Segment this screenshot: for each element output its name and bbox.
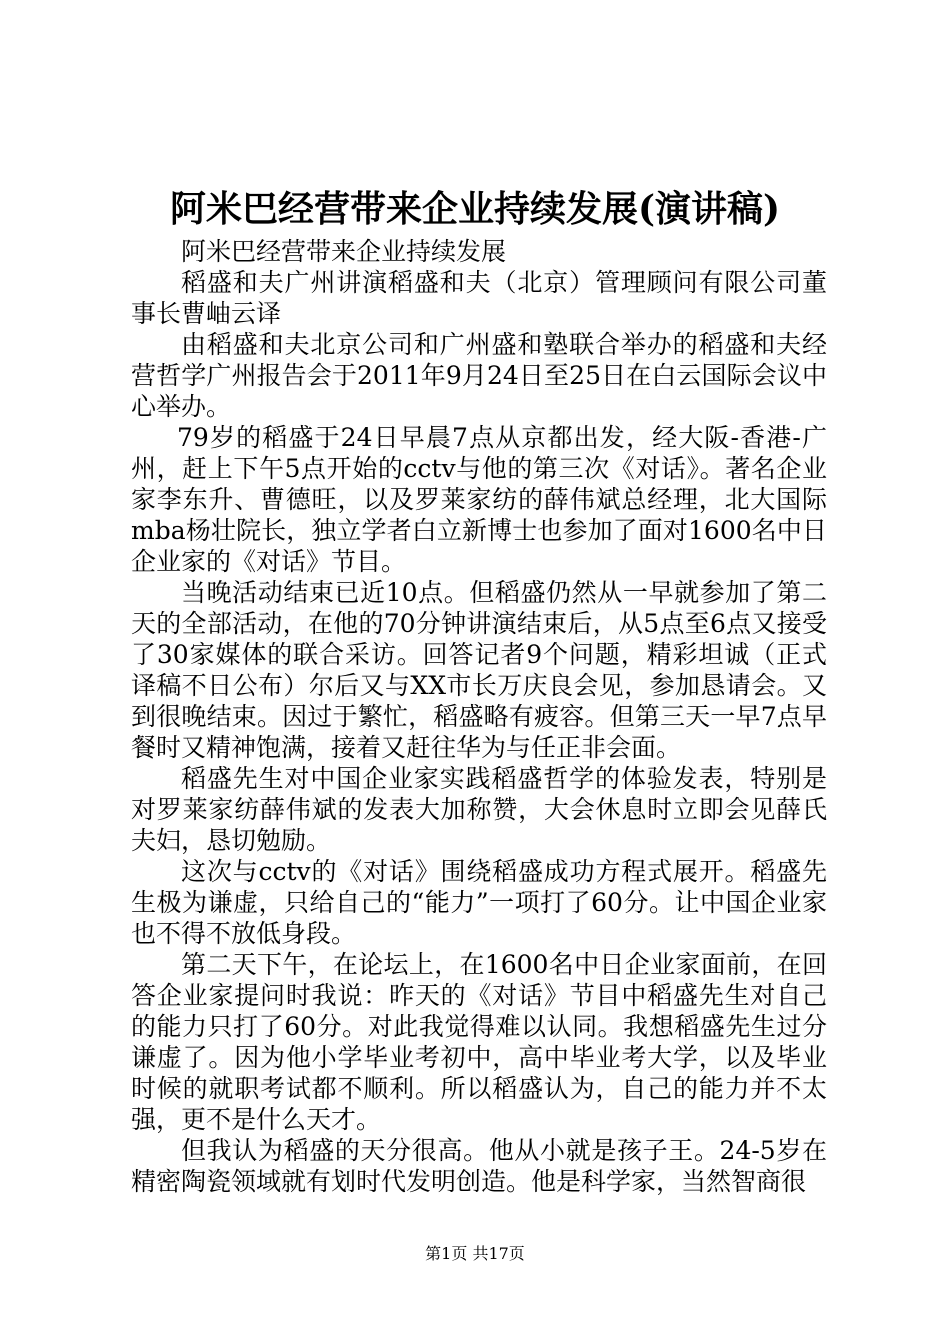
- paragraph-forum: 第二天下午，在论坛上，在1600名中日企业家面前，在回答企业家提问时我说：昨天的《对话》节目中稻盛先生对自己的能力只打了60分。对此我觉得难以认同。我想稻盛先生过分谦虚了。因为他小学毕业考初中，高中毕业考大学，以及毕业时候的就职考试都不顺利。所以稻盛认为，自己的能力并不太强，更不是什么天才。: [131, 950, 827, 1134]
- paragraph-talent: 但我认为稻盛的天分很高。他从小就是孩子王。24-5岁在精密陶瓷领域就有划时代发明创造。他是科学家，当然智商很: [131, 1136, 827, 1196]
- paragraph-event-intro: 由稻盛和夫北京公司和广州盛和塾联合举办的稻盛和夫经营哲学广州报告会于2011年9月24日至25日在白云国际会议中心举办。: [131, 330, 827, 421]
- document-body: [131, 236, 827, 1197]
- paragraph-praise: 稻盛先生对中国企业家实践稻盛哲学的体验发表，特别是对罗莱家纺薛伟斌的发表大加称赞，大会休息时立即会见薛氏夫妇，恳切勉励。: [131, 764, 827, 855]
- paragraph-subtitle: 阿米巴经营带来企业持续发展: [181, 237, 507, 266]
- paragraph-second-day: 当晚活动结束已近10点。但稻盛仍然从一早就参加了第二天的全部活动，在他的70分钟讲演结束后，从5点至6点又接受了30家媒体的联合采访。回答记者9个问题，精彩坦诚（正式译稿不日公布）尔后又与XX市长万庆良会见，参加恳请会。又到很晚结束。因过于繁忙，稻盛略有疲容。但第三天一早7点早餐时又精神饱满，接着又赶往华为与任正非会面。: [131, 578, 827, 762]
- paragraph-dialogue: 79岁的稻盛于24日早晨7点从京都出发，经大阪-香港-广州，赶上下午5点开始的cctv与他的第三次《对话》。著名企业家李东升、曹德旺，以及罗莱家纺的薛伟斌总经理，北大国际mba杨壮院长，独立学者白立新博士也参加了面对1600名中日企业家的《对话》节目。: [131, 423, 827, 576]
- page-number: 第1页 共17页: [425, 1244, 525, 1263]
- document-title: 阿米巴经营带来企业持续发展(演讲稿): [169, 188, 781, 230]
- paragraph-formula: 这次与cctv的《对话》围绕稻盛成功方程式展开。稻盛先生极为谦虚，只给自己的“能力”一项打了60分。让中国企业家也不得不放低身段。: [131, 857, 827, 948]
- paragraph-byline: 稻盛和夫广州讲演稻盛和夫（北京）管理顾问有限公司董事长曹岫云译: [131, 268, 827, 328]
